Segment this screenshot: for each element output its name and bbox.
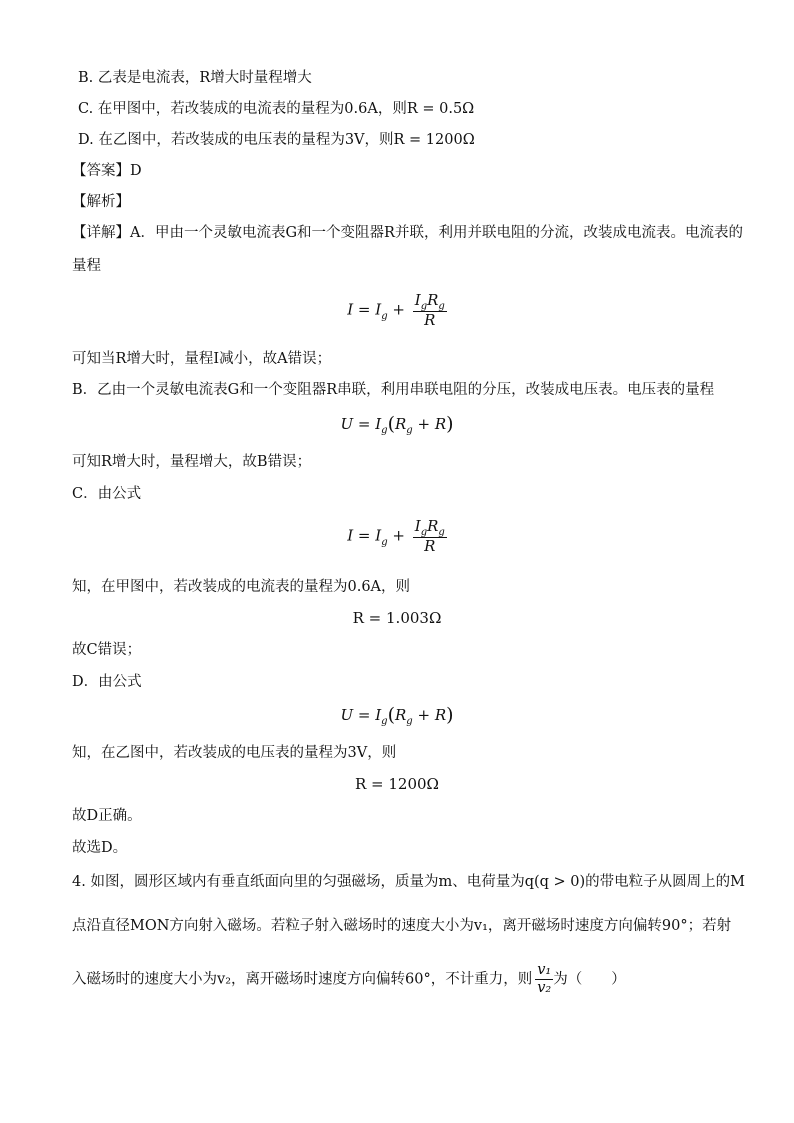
formula-current-range: $I = I_g$ + $\frac{I_gR_g}{R}$ — [347, 291, 445, 329]
velocity-ratio: $\frac{\text{v₁}}{\text{v₂}}$ — [537, 962, 552, 996]
explain-b-line1: B．乙由一个灵敏电流表G和一个变阻器R串联，利用串联电阻的分压，改装成电压表。电压表的量程 — [72, 382, 715, 398]
option-b: B. 乙表是电流表，R增大时量程增大 — [78, 70, 312, 86]
explain-b-conclusion: 可知R增大时，量程增大，故B错误； — [72, 454, 312, 470]
result-c: R = 1.003Ω — [352, 609, 442, 627]
option-d: D. 在乙图中，若改装成的电压表的量程为3V，则R = 1200Ω — [78, 132, 475, 148]
explain-a-line1: 【详解】A．甲由一个灵敏电流表G和一个变阻器R并联，利用并联电阻的分流，改装成电流表。电流表的 — [72, 225, 743, 241]
analysis-label: 【解析】 — [72, 194, 130, 210]
answer-label: 【答案】 — [72, 163, 130, 179]
explain-a-conclusion: 可知当R增大时，量程I减小，故A错误； — [72, 351, 332, 367]
formula-voltage-range-2: $U = I_g(R_g + R)$ — [340, 704, 454, 727]
question4-line3: 入磁场时的速度大小为v₂，离开磁场时速度方向偏转60°，不计重力，则 $\frac{\text{v₁}}{\text{v₂}}$ 为（ ） — [72, 962, 626, 996]
formula-voltage-range: $U = I_g(R_g + R)$ — [340, 413, 454, 436]
question4-line1: 4. 如图，圆形区域内有垂直纸面向里的匀强磁场，质量为m、电荷量为q(q > 0)的带电粒子从圆周上的M — [72, 874, 746, 890]
answer-value: D — [130, 163, 142, 179]
explain-d-conclusion: 故D正确。 — [72, 808, 142, 824]
option-c: C. 在甲图中，若改装成的电流表的量程为0.6A，则R = 0.5Ω — [78, 101, 475, 117]
answer-line — [72, 161, 142, 181]
final-answer: 故选D。 — [72, 840, 128, 856]
explain-c-conclusion: 故C错误； — [72, 642, 142, 658]
fraction: $\frac{I_gR_g}{R}$ — [414, 517, 445, 555]
explain-c-line2: 知，在甲图中，若改装成的电流表的量程为0.6A，则 — [72, 579, 411, 595]
question4-line2: 点沿直径MON方向射入磁场。若粒子射入磁场时的速度大小为v₁，离开磁场时速度方向偏转90°；若射 — [72, 918, 732, 934]
fraction: $\frac{I_gR_g}{R}$ — [414, 291, 445, 329]
explain-a-line2: 量程 — [72, 258, 101, 274]
explain-c-line1: C．由公式 — [72, 486, 142, 502]
result-d: R = 1200Ω — [354, 775, 439, 793]
explain-d-line2: 知，在乙图中，若改装成的电压表的量程为3V，则 — [72, 745, 397, 761]
explain-d-line1: D．由公式 — [72, 674, 142, 690]
formula-current-range-2: $I = I_g$ + $\frac{I_gR_g}{R}$ — [347, 517, 445, 555]
